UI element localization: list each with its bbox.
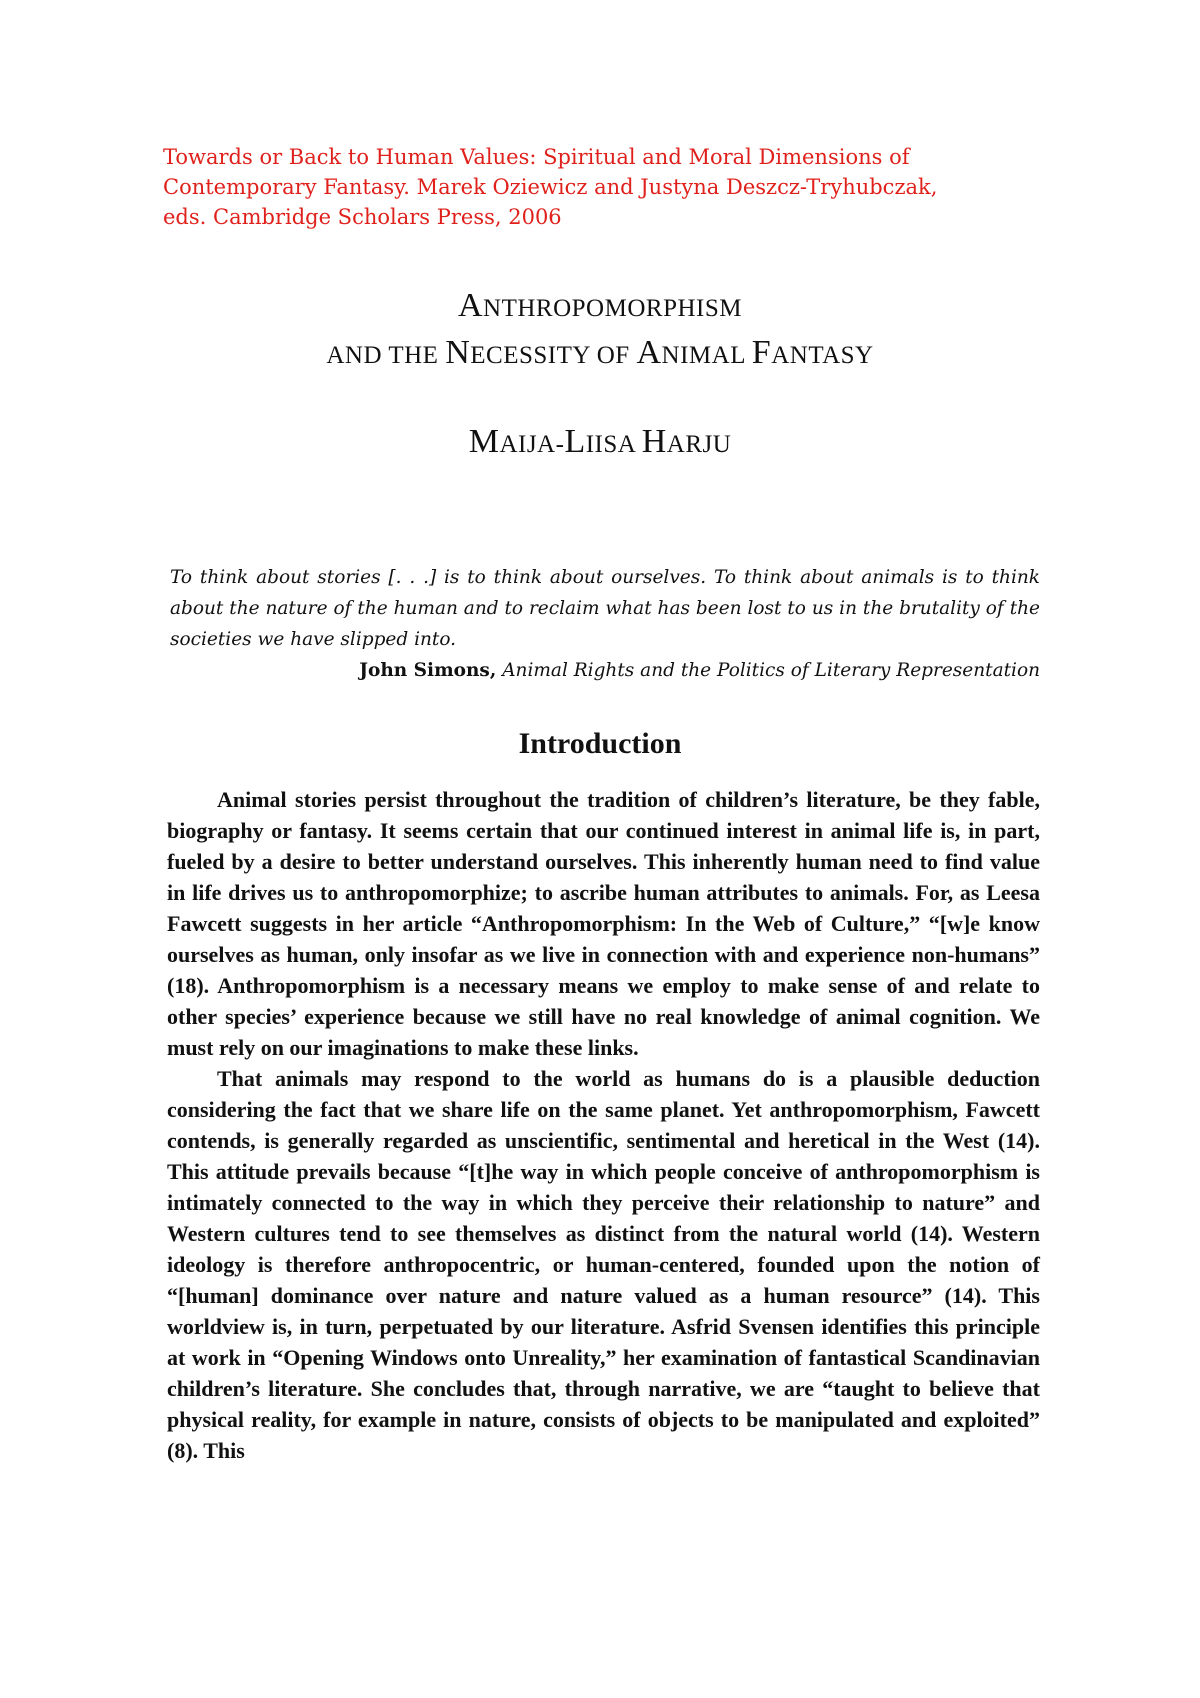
- title-rest: ANTASY: [771, 342, 874, 369]
- article-title-line-1: [0, 284, 1200, 331]
- title-rest: AND THE: [326, 342, 446, 369]
- epigraph-attribution: [170, 655, 1040, 686]
- source-citation: [163, 142, 1063, 232]
- title-cap: F: [751, 334, 772, 371]
- epigraph-author: John Simons,: [359, 660, 497, 681]
- title-rest: ECESSITY OF: [470, 342, 637, 369]
- author-cap: H: [641, 423, 667, 460]
- title-cap: A: [457, 287, 484, 324]
- author-name: [0, 420, 1200, 467]
- title-cap: N: [445, 334, 471, 371]
- author-cap: M: [468, 423, 500, 460]
- author-cap: L: [564, 423, 586, 460]
- article-title-line-2: [0, 331, 1200, 378]
- section-heading: Introduction: [518, 727, 682, 760]
- source-citation-line: eds. Cambridge Scholars Press, 2006: [163, 205, 562, 229]
- title-rest: NIMAL: [661, 342, 752, 369]
- author-rest: ARJU: [666, 431, 732, 458]
- epigraph-quote: To think about stories [. . .] is to think about ourselves. To think about animals is to think about the nature of the human and to reclaim what has been lost to us in the brutality of the societies we have slipped into.: [170, 567, 1040, 650]
- author-rest: IISA: [585, 431, 642, 458]
- paragraph: Animal stories persist throughout the tradition of children’s literature, be they fable, biography or fantasy. It seems certain that our continued interest in animal life is, in part, fueled by a desire to better understand ourselves. This inherently human need to find value in life drives us to anthropomorphize; to ascribe human attributes to animals. For, as Leesa Fawcett suggests in her article “Anthropomorphism: In the Web of Culture,” “[w]e know ourselves as human, only insofar as we live in connection with and experience non-humans” (18). Anthropomorphism is a necessary means we employ to make sense of and relate to other species’ experience because we still have no real knowledge of animal cognition. We must rely on our imaginations to make these links.: [167, 787, 1040, 1060]
- epigraph-source-title: Animal Rights and the Politics of Literary Representation: [502, 660, 1040, 681]
- paragraph: That animals may respond to the world as humans do is a plausible deduction considering the fact that we share life on the same planet. Yet anthropomorphism, Fawcett contends, is generally regarded as unscientific, sentimental and heretical in the West (14). This attitude prevails because “[t]he way in which people conceive of anthropomorphism is intimately connected to the way in which they perceive their relationship to nature” and Western cultures tend to see themselves as distinct from the natural world (14). Western ideology is therefore anthropocentric, or human-centered, founded upon the notion of “[human] dominance over nature and nature valued as a human resource” (14). This worldview is, in turn, perpetuated by our literature. Asfrid Svensen identifies this principle at work in “Opening Windows onto Unreality,” her examination of fantastical Scandinavian children’s literature. She concludes that, through narrative, we are “taught to believe that physical reality, for example in nature, consists of objects to be manipulated and exploited” (8). This: [167, 1066, 1040, 1463]
- title-rest: NTHROPOMORPHISM: [483, 295, 742, 322]
- author-name-line: [0, 420, 1200, 467]
- source-citation-line: Towards or Back to Human Values: Spiritual and Moral Dimensions of: [163, 145, 910, 169]
- article-title: [0, 284, 1200, 378]
- source-citation-line: Contemporary Fantasy. Marek Oziewicz and Justyna Deszcz-Tryhubczak,: [163, 175, 938, 199]
- body-text: [167, 784, 1040, 1466]
- author-rest: AIJA-: [499, 431, 565, 458]
- epigraph: [170, 562, 1040, 686]
- title-cap: A: [636, 334, 662, 371]
